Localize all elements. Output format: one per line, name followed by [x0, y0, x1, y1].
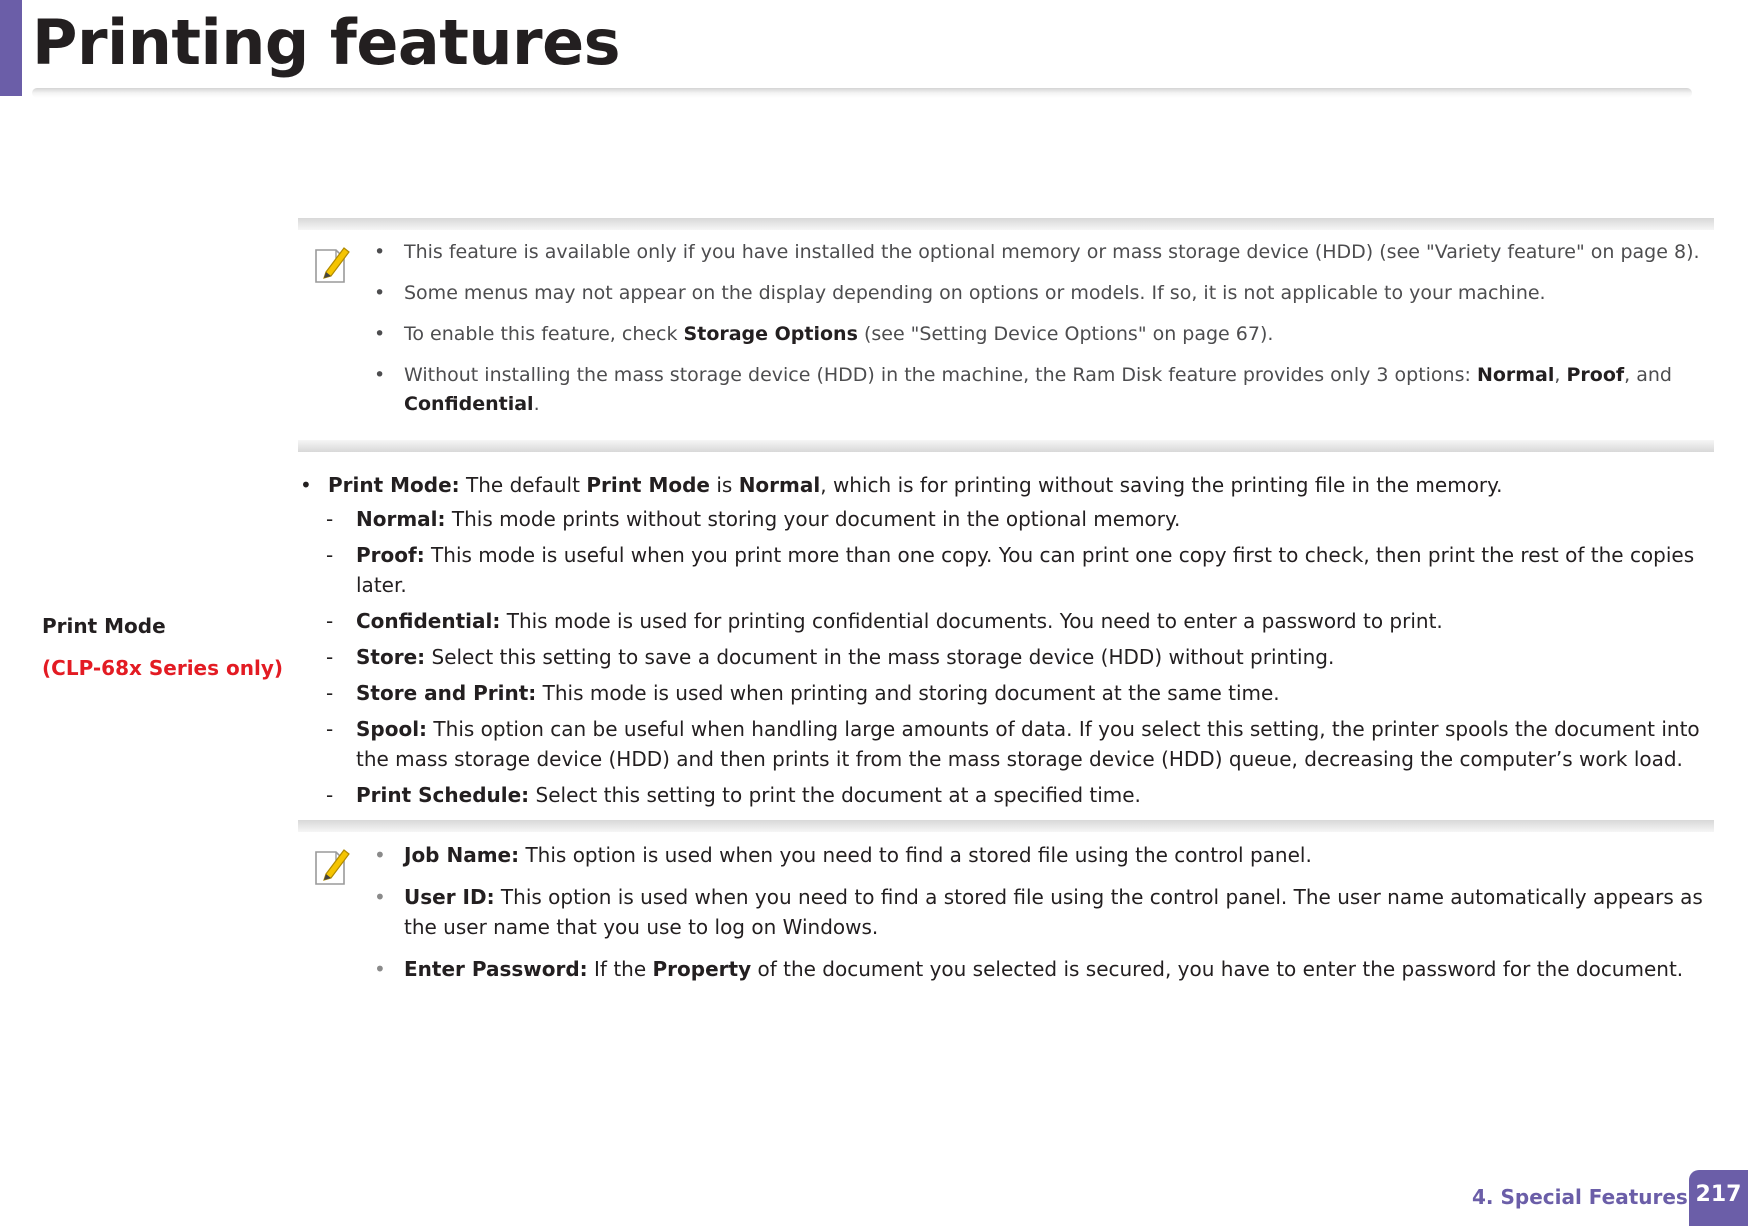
page-number: 217: [1689, 1170, 1748, 1226]
note-list-2: [352, 840, 1714, 996]
mode-option-spool: - Spool: This option can be useful when handling large amounts of data. If you select this setting, the printer spools the document into the mass storage device (HDD) and then prints it from the mass storage device (HDD) queue, decreasing the computer’s work load.: [326, 717, 1700, 771]
mode-option-normal: - Normal: This mode prints without storing your document in the optional memory.: [326, 507, 1181, 531]
note-item: • Enter Password: If the Property of the document you selected is secured, you have to enter the password for the document.: [374, 957, 1684, 981]
title-accent-bar: [0, 0, 22, 96]
note-top-band: [298, 820, 1714, 832]
note-item: • This feature is available only if you have installed the optional memory or mass storage device (HDD) (see "Variety feature" on page 8).: [374, 241, 1700, 263]
print-mode-description: [298, 470, 1716, 816]
page-title: Printing features: [32, 6, 621, 79]
mode-option-proof: - Proof: This mode is useful when you print more than one copy. You can print one copy first to check, then print the rest of the copies later.: [326, 543, 1695, 597]
print-mode-item: • Print Mode: The default Print Mode is Normal, which is for printing without saving the printing file in the memory.: [300, 473, 1503, 497]
note-pencil-icon: [312, 844, 352, 888]
mode-option-store: - Store: Select this setting to save a document in the mass storage device (HDD) without printing.: [326, 645, 1335, 669]
note-pencil-icon: [312, 242, 352, 286]
note-item: • To enable this feature, check Storage Options (see "Setting Device Options" on page 67).: [374, 323, 1274, 345]
mode-option-confidential: - Confidential: This mode is used for printing confidential documents. You need to enter a password to print.: [326, 609, 1443, 633]
note-list-1: [352, 238, 1714, 431]
note-item: • User ID: This option is used when you need to find a stored file using the control panel. The user name automatically appears as the user name that you use to log on Windows.: [374, 885, 1703, 939]
note-bottom-band: [298, 440, 1714, 452]
mode-option-print-schedule: - Print Schedule: Select this setting to print the document at a specified time.: [326, 783, 1141, 807]
title-rule: [32, 88, 1692, 98]
setting-sublabel: (CLP-68x Series only): [42, 656, 283, 680]
mode-option-store-and-print: - Store and Print: This mode is used when printing and storing document at the same time.: [326, 681, 1280, 705]
chapter-label: 4. Special Features: [1472, 1185, 1688, 1209]
note-item: • Job Name: This option is used when you need to find a stored file using the control panel.: [374, 843, 1312, 867]
note-item: • Without installing the mass storage device (HDD) in the machine, the Ram Disk feature provides only 3 options: Normal, Proof, and Confidential.: [374, 364, 1672, 415]
note-item: • Some menus may not appear on the display depending on options or models. If so, it is not applicable to your machine.: [374, 282, 1546, 304]
setting-label: Print Mode: [42, 614, 166, 638]
note-top-band: [298, 218, 1714, 230]
